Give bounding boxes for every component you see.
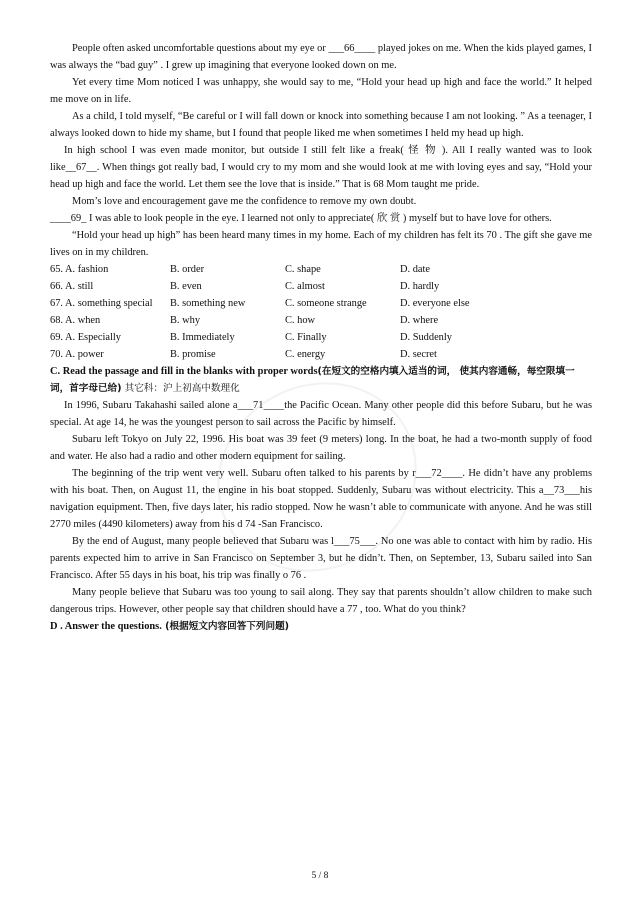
option-69-c: C. Finally xyxy=(285,332,327,343)
option-70-c: C. energy xyxy=(285,349,326,360)
passage-c-paragraph-2: Subaru left Tokyo on July 22, 1996. His boat was 39 feet (9 meters) long. In the boat, he had a two-month supply of food and water. He also had a radio and other modern equipment for sailing. xyxy=(50,434,592,462)
option-69-a: 69. A. Especially xyxy=(50,332,121,343)
section-c-heading-en: C. Read the passage and fill in the blanks with proper words xyxy=(50,366,318,377)
option-67-a: 67. A. something special xyxy=(50,298,153,309)
section-c-heading xyxy=(50,363,592,397)
option-68-c: C. how xyxy=(285,315,316,326)
option-67-c: C. someone strange xyxy=(285,298,367,309)
option-row-69 xyxy=(50,329,592,346)
passage-c-paragraph-1: In 1996, Subaru Takahashi sailed alone a___71____the Pacific Ocean. Many other people did this before Subaru, but he was special. At age 14, he was the youngest person to sail across the Pacific by himself. xyxy=(50,400,592,428)
option-66-c: C. almost xyxy=(285,281,325,292)
passage-c-paragraph-4: By the end of August, many people believed that Subaru was l___75___. No one was able to contact with him by radio. His parents expected him to arrive in San Francisco on September 3, but he didn’t. Then, on September, 13, Subaru sailed into San Francisco. After 55 days in his boat, his trip was finally o 76 . xyxy=(50,536,592,581)
page-number: 5 / 8 xyxy=(311,871,329,881)
option-66-a: 66. A. still xyxy=(50,281,94,292)
section-d-heading-en: D . Answer the questions. xyxy=(50,621,162,632)
option-70-d: D. secret xyxy=(400,349,437,360)
option-67-b: B. something new xyxy=(170,298,246,309)
passage-b-paragraph-4: In high school I was even made monitor, but outside I still felt like a freak( 怪 物 ). All I really wanted was to look like__67__. When things got really bad, I would cry to my mom and she would look at me with loving eyes and say, “Hold your head up high and face the world. Let them see the love that is inside.” That is 68 Mom taught me pride. xyxy=(50,145,592,190)
section-d-heading-cn: (根据短文内容回答下列问题) xyxy=(161,621,290,632)
document-page xyxy=(50,40,592,635)
option-65-a: 65. A. fashion xyxy=(50,264,109,275)
option-69-b: B. Immediately xyxy=(170,332,235,343)
passage-b-paragraph-7: “Hold your head up high” has been heard many times in my home. Each of my children has felt its 70 . The gift she gave me lives on in my children. xyxy=(50,230,592,258)
option-65-d: D. date xyxy=(400,264,431,275)
passage-c-paragraph-5: Many people believe that Subaru was too young to sail along. They say that parents shouldn’t allow children to make such dangerous trips. However, other people say that children should have a 77 , too. What do you think? xyxy=(50,587,592,615)
option-row-65 xyxy=(50,261,592,278)
passage-b-paragraph-3: As a child, I told myself, “Be careful or I will fall down or knock into something because I am not looking. ” As a teenager, I always looked down to hide my shame, but I found that people liked me when sometimes I held my head up high. xyxy=(50,111,592,139)
option-row-67 xyxy=(50,295,592,312)
option-66-b: B. even xyxy=(170,281,202,292)
option-70-b: B. promise xyxy=(170,349,216,360)
option-67-d: D. everyone else xyxy=(400,298,470,309)
section-c-heading-tail: 其它科：沪上初高中数理化 xyxy=(121,383,240,394)
option-row-68 xyxy=(50,312,592,329)
option-65-c: C. shape xyxy=(285,264,321,275)
option-70-a: 70. A. power xyxy=(50,349,104,360)
passage-b-paragraph-2: Yet every time Mom noticed I was unhappy, she would say to me, “Hold your head up high and face the world.” It helped me move on in life. xyxy=(50,77,592,105)
option-68-a: 68. A. when xyxy=(50,315,101,326)
option-68-d: D. where xyxy=(400,315,439,326)
option-68-b: B. why xyxy=(170,315,201,326)
section-d-heading xyxy=(50,618,592,635)
option-row-70 xyxy=(50,346,592,363)
option-65-b: B. order xyxy=(170,264,205,275)
option-69-d: D. Suddenly xyxy=(400,332,452,343)
passage-b-paragraph-6: ____69_ I was able to look people in the eye. I learned not only to appreciate( 欣 赏 ) myself but to have love for others. xyxy=(50,213,552,224)
passage-c-paragraph-3: The beginning of the trip went very well. Subaru often talked to his parents by r___72____. He didn’t have any problems with his boat. Then, on August 11, the engine in his boat stopped. Suddenly, Subaru was without electricity. This a__73___his navigation equipment. Then, five days later, his radio stopped. Now he wasn’t able to communicate with anyone. And he was still 2770 miles (4490 kilometers) away from his d 74 -San Francisco. xyxy=(50,468,592,530)
option-row-66 xyxy=(50,278,592,295)
passage-b-paragraph-1: People often asked uncomfortable questions about my eye or ___66____ played jokes on me. When the kids played games, I was always the “bad guy” . I grew up imagining that everyone looked down on me. xyxy=(50,43,592,71)
passage-b-paragraph-5: Mom’s love and encouragement gave me the confidence to remove my own doubt. xyxy=(72,196,417,207)
answer-options xyxy=(50,261,592,363)
option-66-d: D. hardly xyxy=(400,281,440,292)
section-c-heading-cn: (在短文的空格内填入适当的词， 使其内容通畅，每空限填一词，首字母已给) xyxy=(50,366,575,394)
